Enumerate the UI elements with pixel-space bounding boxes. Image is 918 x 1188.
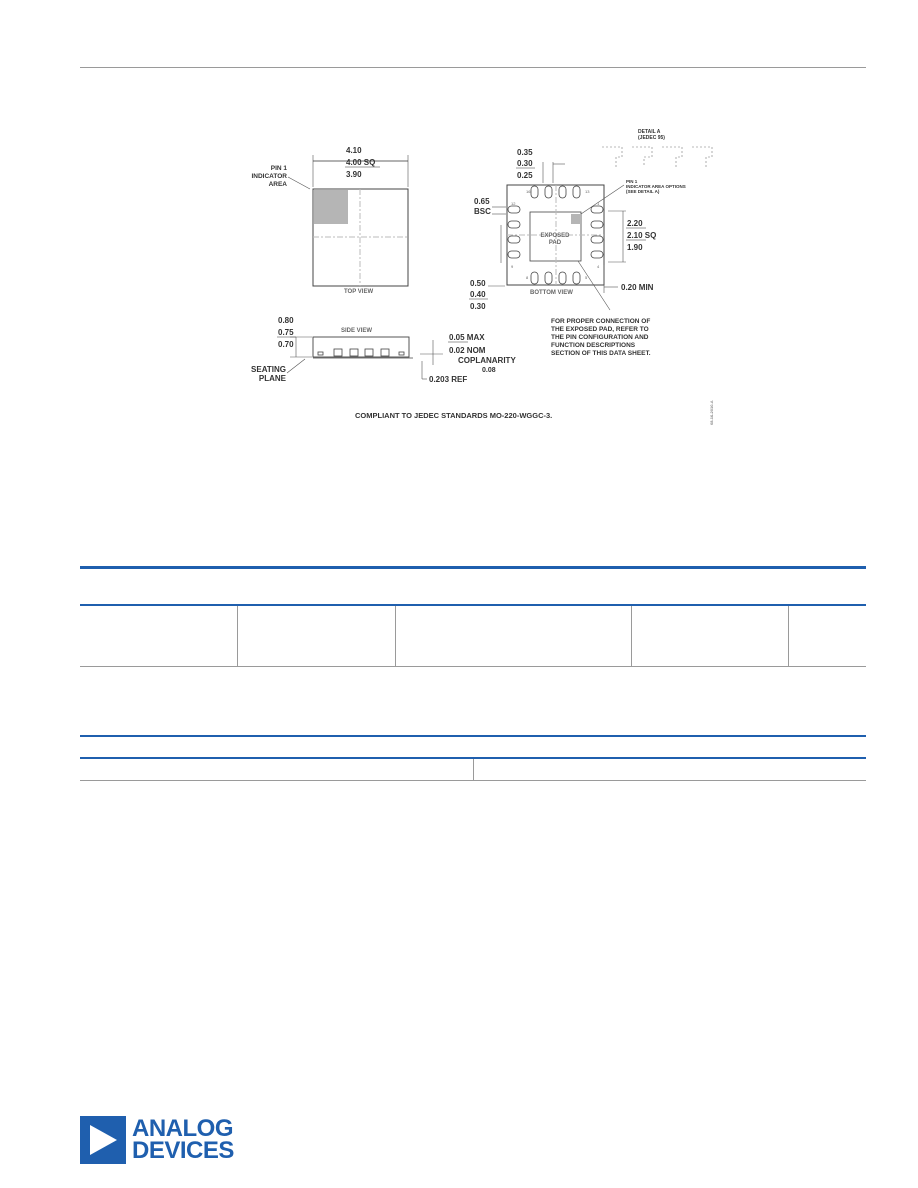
pin1-opt-1: PIN 1 [626,179,638,184]
ordering-table-col-3 [396,606,632,666]
logo-line-2: DEVICES [132,1137,234,1164]
top-dim-max: 4.10 [346,146,362,155]
pin1-opt-2: INDICATOR AREA OPTIONS [626,184,686,189]
side-view-body [313,337,409,357]
ordering-table [80,606,866,667]
pad-nom: 2.10 SQ [627,231,657,240]
note-line-4: FUNCTION DESCRIPTIONS [551,342,636,349]
pin1-opt-3: (SEE DETAIL A) [626,189,660,194]
ordering-table-col-2 [238,606,396,666]
logo-triangle-icon [80,1116,126,1164]
pin-num-9: 9 [511,264,514,269]
top-dim-min: 3.90 [346,170,362,179]
lead-max: 0.50 [470,279,486,288]
exposed-pad-label-1: EXPOSED [540,233,570,239]
outline-dimensions-svg [230,125,720,430]
pin1-label-2: INDICATOR [251,173,287,180]
pin-num-12: 12 [511,201,516,206]
second-section-rule [80,735,866,737]
standoff-max: 0.05 MAX [449,333,485,342]
seating-label-1: SEATING [251,365,286,374]
height-min: 0.70 [278,340,294,349]
pitch-mid: 0.30 [517,159,533,168]
note-line-5: SECTION OF THIS DATA SHEET. [551,350,651,357]
note-line-1: FOR PROPER CONNECTION OF [551,318,651,325]
pad-min: 1.90 [627,243,643,252]
pin-num-1: 1 [597,201,600,206]
ordering-section-rule [80,566,866,569]
pitch-bot: 0.25 [517,171,533,180]
ref-dim: 0.203 REF [429,375,468,384]
standoff-nom: 0.02 NOM [449,346,486,355]
pin1-label-1: PIN 1 [270,165,287,172]
pin1-label-3: AREA [268,181,287,188]
second-table [80,759,866,781]
ordering-table-col-4 [632,606,789,666]
analog-devices-logo [80,1116,234,1164]
bottom-view-label: BOTTOM VIEW [530,290,573,296]
drawing-code: 08-16-2010-A [709,400,714,425]
pin-num-8: 8 [526,275,529,280]
min-gap: 0.20 MIN [621,283,654,292]
bsc-label: BSC [474,207,491,216]
compliance-note: COMPLIANT TO JEDEC STANDARDS MO-220-WGGC-3. [355,411,553,420]
pad-max: 2.20 [627,219,643,228]
coplanarity-label: COPLANARITY [458,356,516,365]
note-line-3: THE PIN CONFIGURATION AND [551,334,649,341]
pin-num-16: 16 [526,189,531,194]
lead-min: 0.30 [470,302,486,311]
height-max: 0.80 [278,316,294,325]
detail-a-label-2: (JEDEC 95) [638,135,665,141]
second-table-col-1 [80,759,474,780]
package-outline-drawing [230,125,720,430]
ordering-table-col-5 [789,606,866,666]
pin1-indicator-area [314,190,348,224]
seating-label-2: PLANE [258,374,286,383]
note-line-2: THE EXPOSED PAD, REFER TO [551,326,649,333]
top-dim-nom: 4.00 SQ [346,158,376,167]
exposed-pad-label-2: PAD [548,240,562,246]
logo-line-1: ANALOG [132,1115,233,1142]
lead-nom: 0.40 [470,290,486,299]
coplanarity-value: 0.08 [482,367,496,374]
second-table-col-2 [474,759,866,780]
header-rule [80,67,866,68]
height-nom: 0.75 [278,328,294,337]
detail-a-options [602,147,712,167]
top-view-label: TOP VIEW [344,289,374,295]
pin-num-4: 4 [597,264,600,269]
ordering-table-col-1 [80,606,238,666]
bsc-value: 0.65 [474,197,490,206]
detail-a-label-1: DETAIL A [638,129,661,135]
pin-num-5: 5 [585,275,588,280]
side-view-label: SIDE VIEW [341,328,373,334]
pin-num-13: 13 [585,189,590,194]
pitch-top: 0.35 [517,148,533,157]
